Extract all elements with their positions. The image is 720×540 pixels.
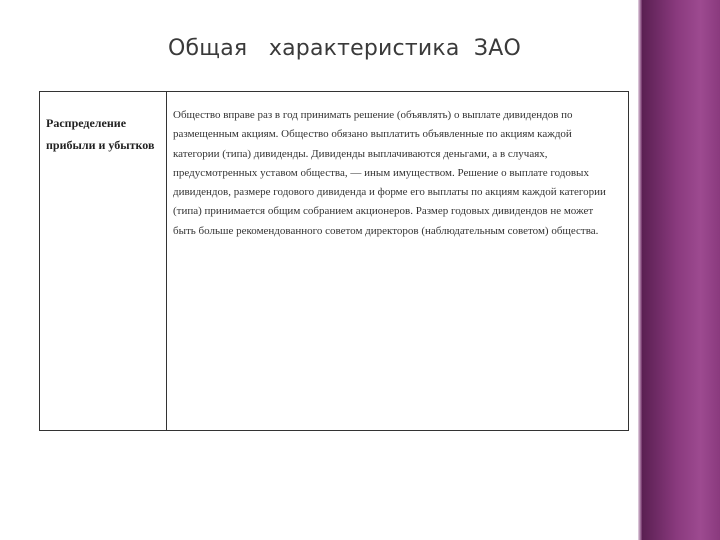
decorative-sidebar [642,0,720,540]
row-label-cell: Распределение прибыли и убытков [40,92,167,430]
characteristics-table [39,91,629,431]
row-text-cell: Общество вправе раз в год принимать решение (объявлять) о выплате дивидендов по размещенным акциям. Общество обязано выплатить объявленные по акциям каждой категории (типа) дивиденды. Дивиденды выплачиваются деньгами, а в случаях, предусмотренных уставом общества, — иным имуществом. Решение о выплате годовых дивидендов, размере годового дивиденда и форме его выплаты по акциям каждой категории (типа) принимается общим собранием акционеров. Размер годовых дивидендов не может быть больше рекомендованного советом директоров (наблюдательным советом) общества. [173,109,606,237]
slide-title: Общая характеристика ЗАО [168,36,521,61]
